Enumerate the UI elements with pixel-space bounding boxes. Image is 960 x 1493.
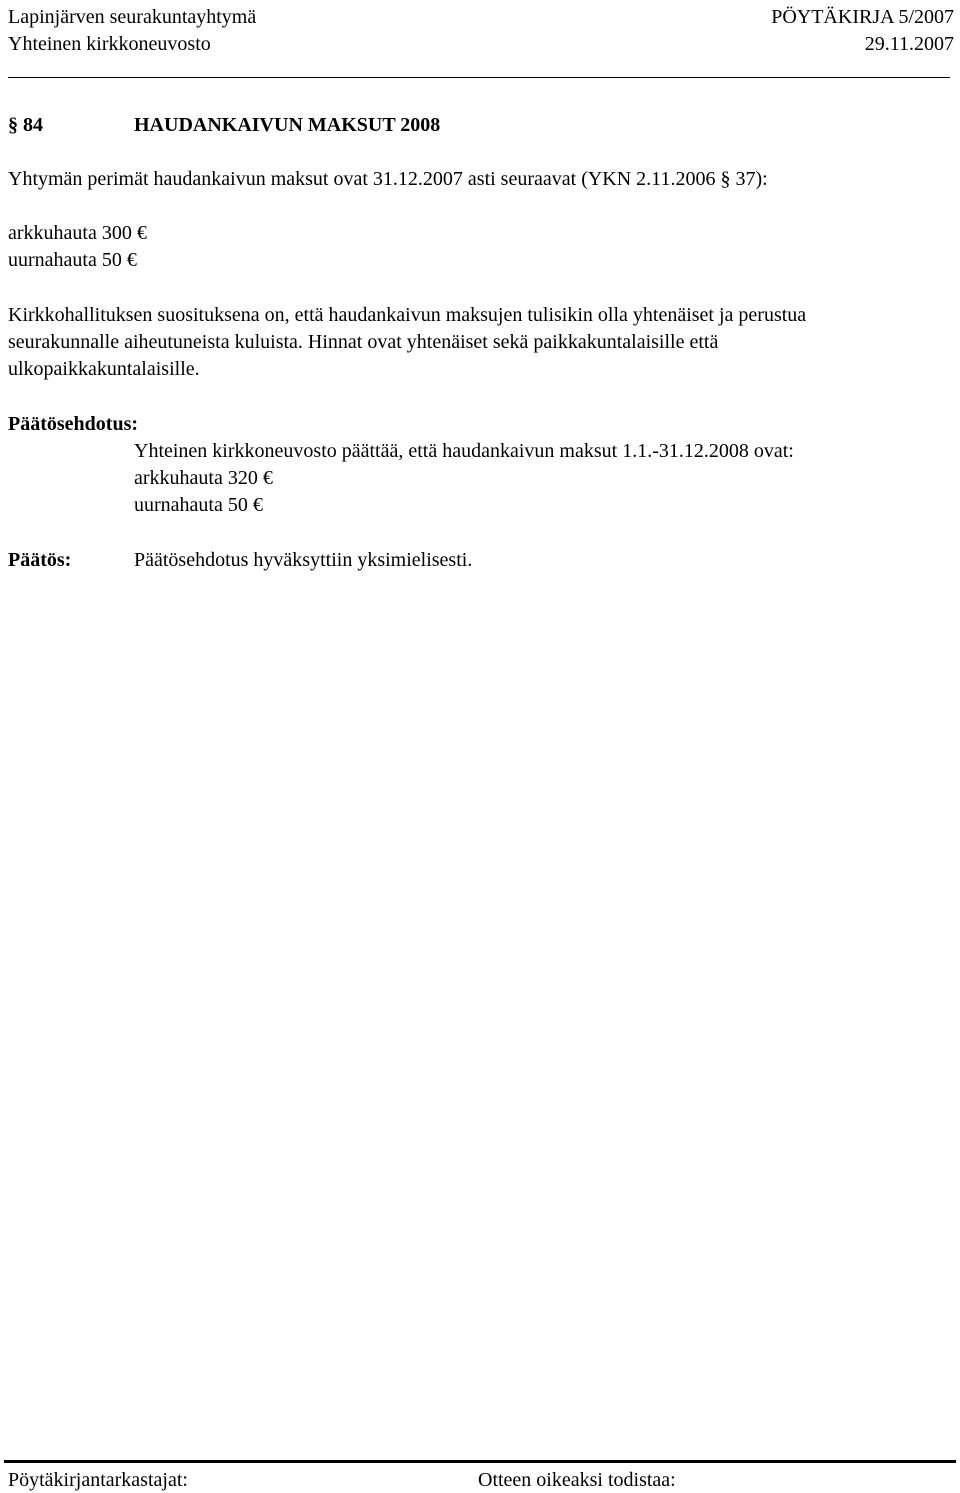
meeting-date: 29.11.2007 (864, 33, 954, 55)
footer-divider (4, 1460, 956, 1463)
organization-name: Lapinjärven seurakuntayhtymä (8, 6, 257, 28)
intro-text: Yhtymän perimät haudankaivun maksut ovat 31.12.2007 asti seuraavat (YKN 2.11.2006 § 37): (8, 168, 768, 190)
recommendation-line: Kirkkohallituksen suosituksena on, että haudankaivun maksujen tulisikin olla yhtenäiset ja perustua (8, 304, 807, 326)
recommendation-line: seurakunnalle aiheutuneista kuluista. Hinnat ovat yhtenäiset sekä paikkakuntalaisille että (8, 331, 719, 353)
current-fee-casket: arkkuhauta 300 € (8, 222, 147, 244)
footer-reviewers-label: Pöytäkirjantarkastajat: (8, 1469, 188, 1491)
proposal-fee-urn: uurnahauta 50 € (134, 494, 263, 516)
footer-certified-label: Otteen oikeaksi todistaa: (478, 1469, 676, 1491)
recommendation-line: ulkopaikkakuntalaisille. (8, 358, 200, 380)
proposal-label: Päätösehdotus: (8, 413, 139, 435)
decision-text: Päätösehdotus hyväksyttiin yksimielisesti. (134, 549, 473, 571)
section-number: § 84 (8, 114, 43, 136)
header-divider (8, 77, 950, 78)
proposal-text: Yhteinen kirkkoneuvosto päättää, että haudankaivun maksut 1.1.-31.12.2008 ovat: (134, 440, 794, 462)
section-title: HAUDANKAIVUN MAKSUT 2008 (134, 114, 441, 136)
current-fee-urn: uurnahauta 50 € (8, 249, 137, 271)
decision-label: Päätös: (8, 549, 72, 571)
meeting-body: Yhteinen kirkkoneuvosto (8, 33, 211, 55)
proposal-fee-casket: arkkuhauta 320 € (134, 467, 273, 489)
document-type: PÖYTÄKIRJA 5/2007 (771, 6, 954, 28)
